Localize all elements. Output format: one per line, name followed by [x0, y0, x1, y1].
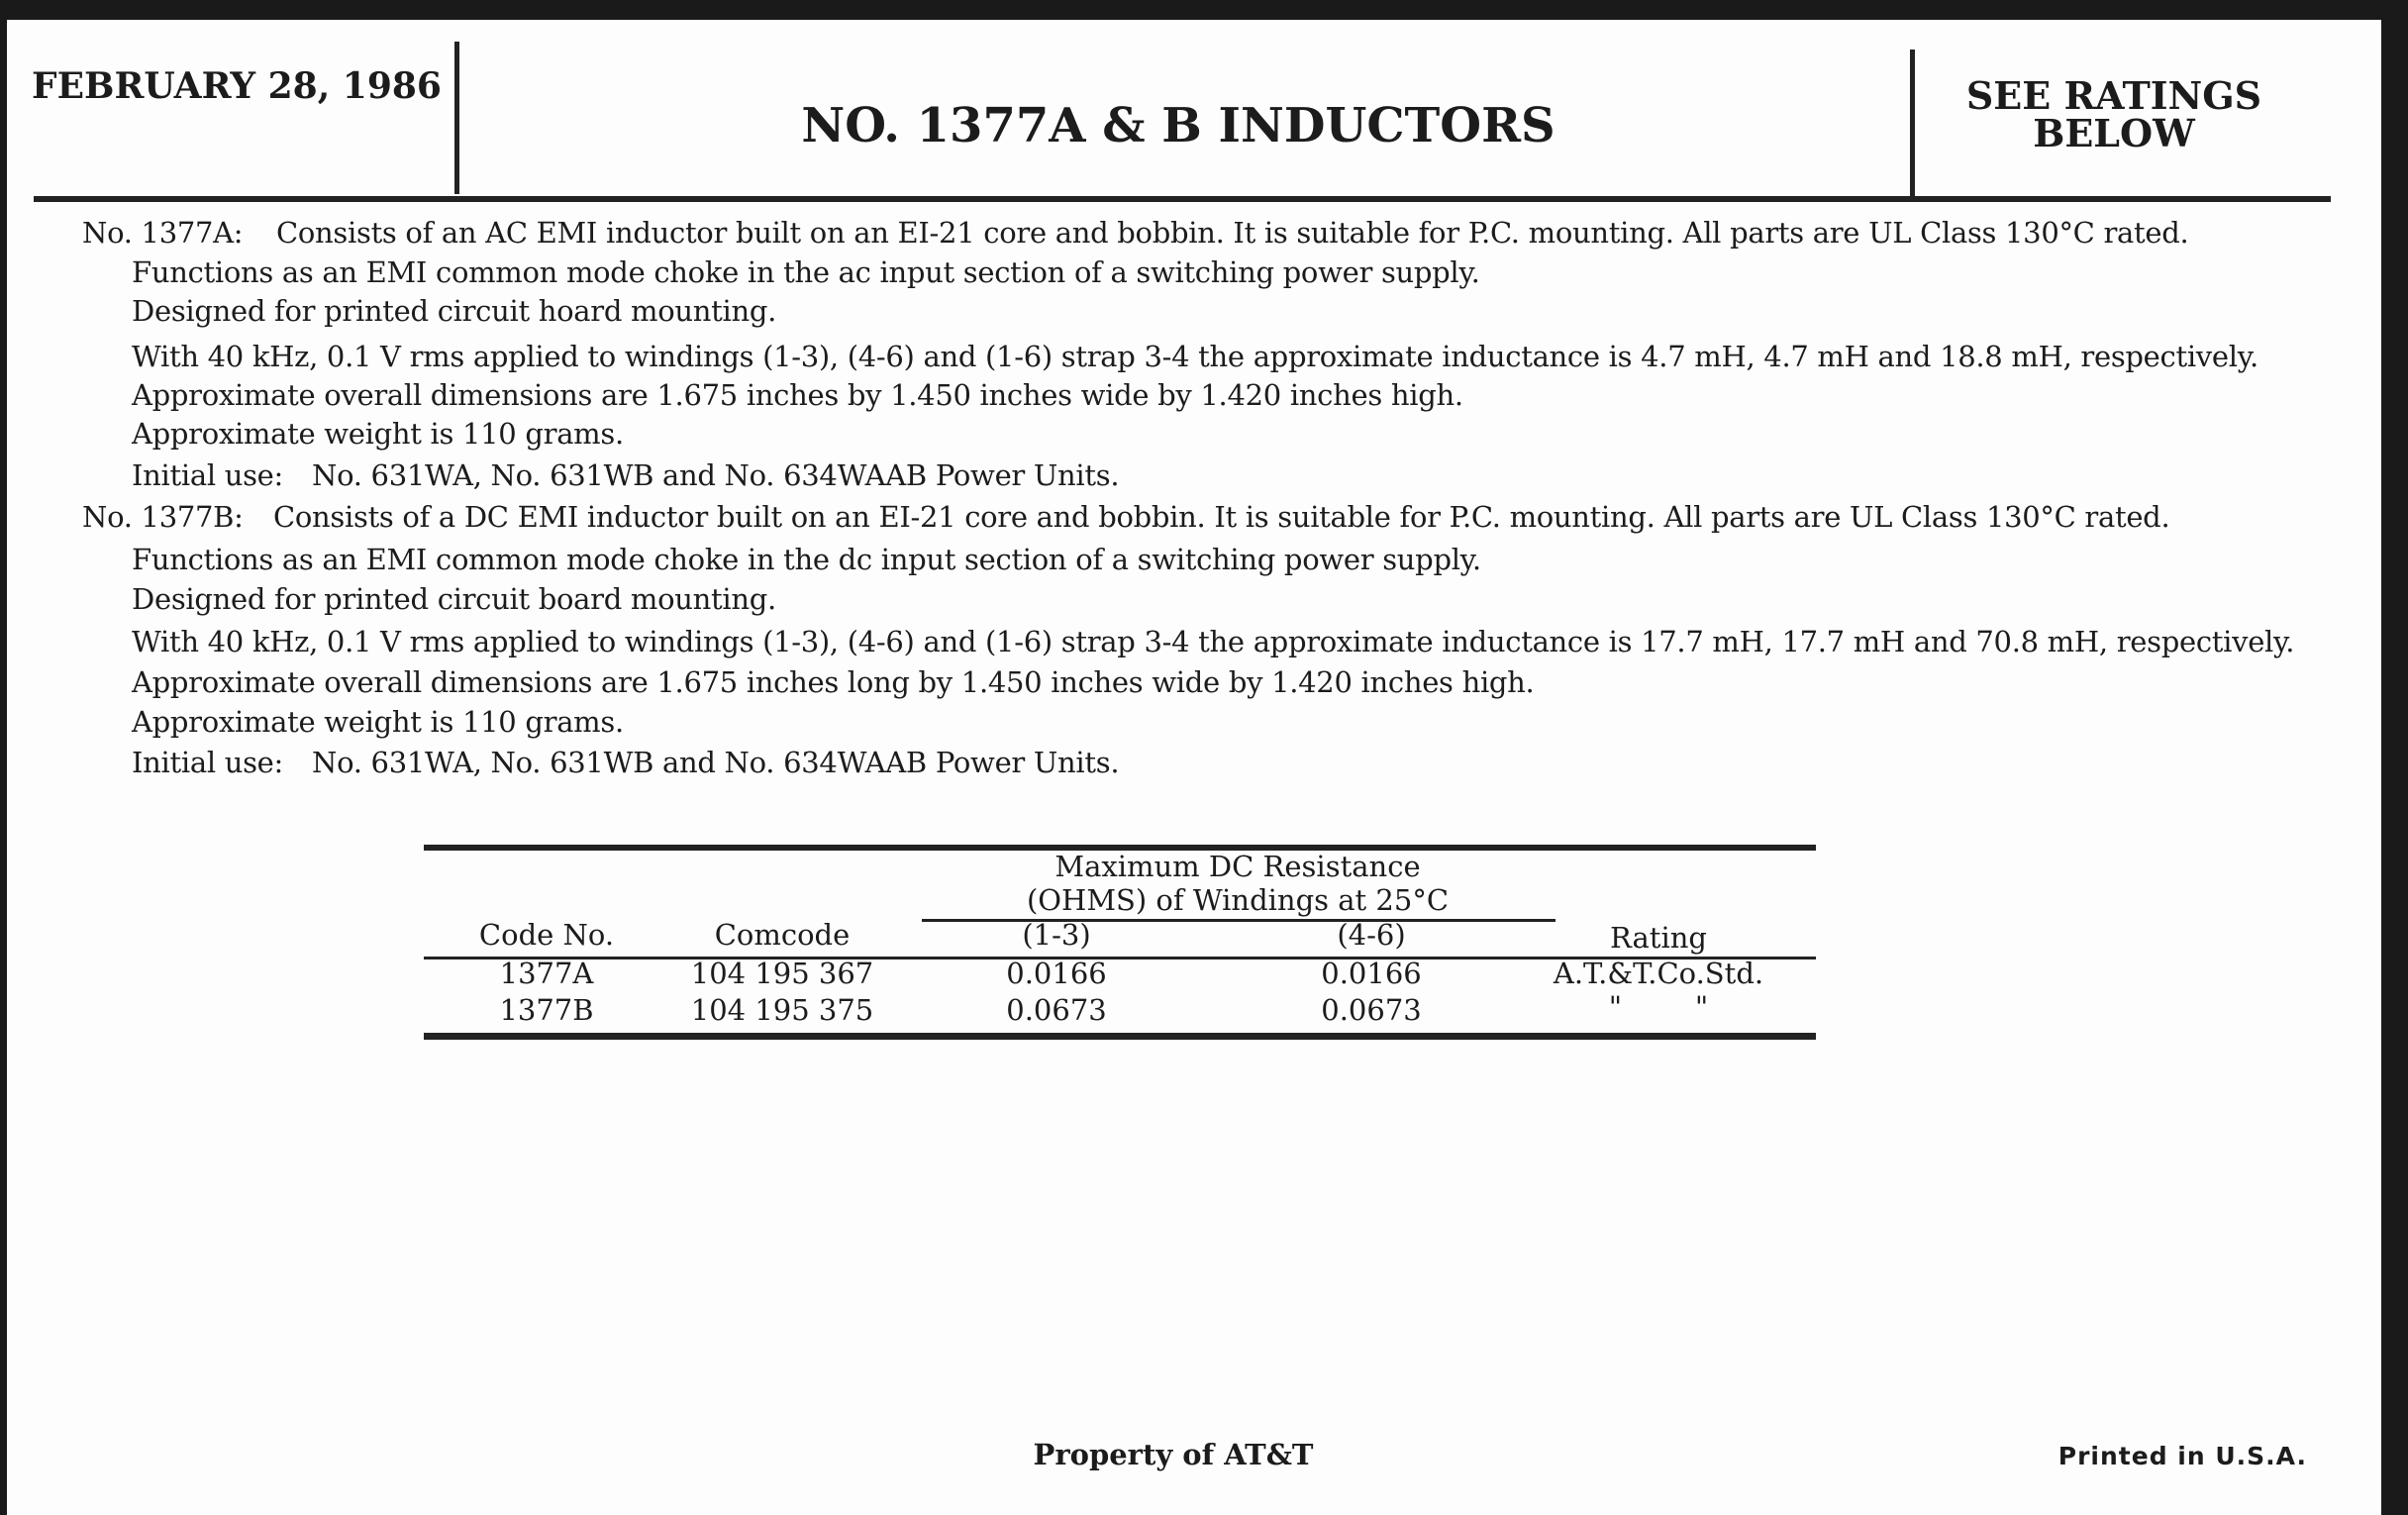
body-line: Approximate weight is 110 grams.: [132, 417, 624, 451]
table-bottom-rule: [424, 1033, 1816, 1040]
section-label: No. 1377A:: [82, 216, 244, 250]
initial-use-line: [132, 458, 1119, 492]
section-text: Consists of a DC EMI inductor built on an EI-21 core and bobbin. It is suitable for P.C. mounting. All parts are UL Class 130°C rated.: [273, 500, 2170, 534]
date-box: FEBRUARY 28, 1986: [32, 65, 442, 107]
cell-1-3: 0.0673: [1006, 993, 1107, 1027]
column-header-comcode: Comcode: [714, 918, 851, 952]
body-line: Designed for printed circuit hoard mounting.: [132, 294, 777, 328]
cell-code: 1377A: [499, 957, 594, 990]
section-label: No. 1377B:: [82, 500, 244, 534]
group-header-line2: (OHMS) of Windings at 25°C: [1026, 883, 1450, 917]
column-header-rating: Rating: [1610, 921, 1707, 955]
initial-use-text: No. 631WA, No. 631WB and No. 634WAAB Power Units.: [312, 458, 1120, 492]
page-title: NO. 1377A & B INDUCTORS: [801, 98, 1555, 153]
column-header-1-3: (1-3): [1022, 918, 1091, 952]
initial-use-label: Initial use:: [132, 746, 284, 779]
body-line: Functions as an EMI common mode choke in the dc input section of a switching power supply.: [132, 543, 1481, 576]
section-1377b-heading: [82, 500, 2169, 534]
body-line: Designed for printed circuit board mounting.: [132, 582, 776, 616]
cell-rating: A.T.&T.Co.Std.: [1553, 957, 1764, 990]
body-line: Approximate weight is 110 grams.: [132, 705, 624, 739]
body-line: Approximate overall dimensions are 1.675 inches by 1.450 inches wide by 1.420 inches high.: [132, 378, 1463, 412]
body-line: With 40 kHz, 0.1 V rms applied to windings (1-3), (4-6) and (1-6) strap 3-4 the approximate inductance is 4.7 mH, 4.7 mH and 18.8 mH, respectively.: [132, 340, 2258, 373]
initial-use-text: No. 631WA, No. 631WB and No. 634WAAB Power Units.: [312, 746, 1120, 779]
printed-notice: Printed in U.S.A.: [2057, 1442, 2307, 1470]
cell-4-6: 0.0166: [1321, 957, 1422, 990]
group-header-line1: Maximum DC Resistance: [1054, 850, 1421, 883]
ratings-box: SEE RATINGS BELOW: [1965, 73, 2262, 155]
cell-4-6: 0.0673: [1321, 993, 1422, 1027]
body-line: Functions as an EMI common mode choke in the ac input section of a switching power supply.: [132, 255, 1480, 289]
column-header-4-6: (4-6): [1337, 918, 1406, 952]
cell-comcode: 104 195 367: [690, 957, 874, 990]
header-rule: [34, 196, 2331, 202]
property-notice: Property of AT&T: [1033, 1438, 1314, 1471]
initial-use-label: Initial use:: [132, 458, 284, 492]
cell-1-3: 0.0166: [1006, 957, 1107, 990]
cell-rating: " ": [1608, 990, 1709, 1024]
cell-code: 1377B: [499, 993, 594, 1027]
body-line: Approximate overall dimensions are 1.675 inches long by 1.450 inches wide by 1.420 inches high.: [132, 665, 1535, 699]
body-line: With 40 kHz, 0.1 V rms applied to windings (1-3), (4-6) and (1-6) strap 3-4 the approximate inductance is 17.7 mH, 17.7 mH and 70.8 mH, respectively.: [132, 625, 2295, 658]
section-1377a-heading: [82, 216, 2188, 250]
section-text: Consists of an AC EMI inductor built on an EI-21 core and bobbin. It is suitable for P.C. mounting. All parts are UL Class 130°C rated.: [276, 216, 2189, 250]
cell-comcode: 104 195 375: [690, 993, 874, 1027]
column-header-code: Code No.: [478, 918, 615, 952]
initial-use-line: [132, 746, 1119, 779]
